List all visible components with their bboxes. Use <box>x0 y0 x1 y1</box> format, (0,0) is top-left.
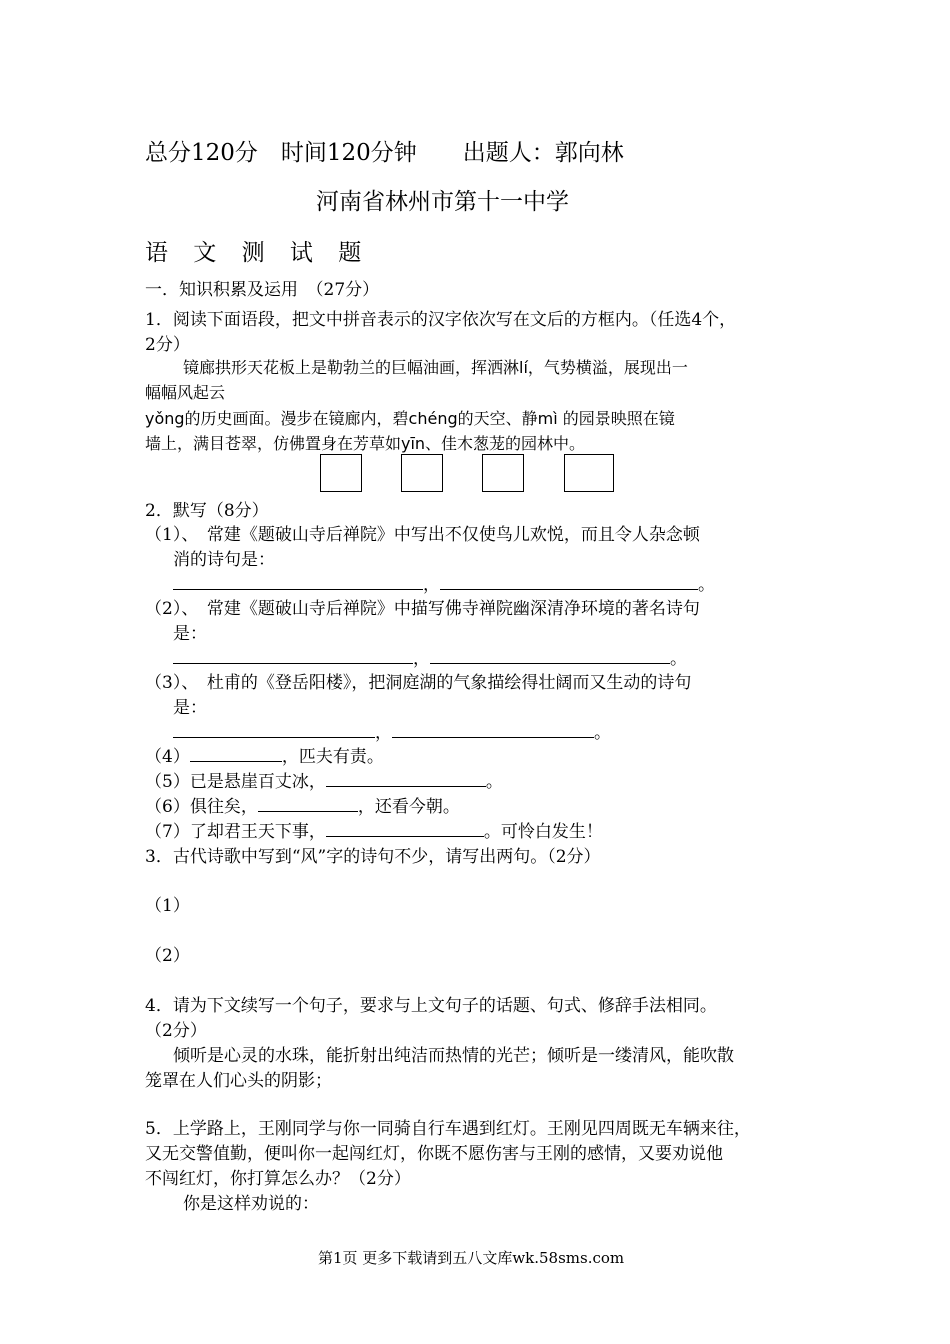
page-footer: 第1页 更多下载请到五八文库wk.58sms.com <box>318 1249 625 1267</box>
answer-box-1[interactable] <box>320 454 362 492</box>
comma: ， <box>413 649 430 669</box>
item-text: （7）了却君王天下事， <box>145 822 326 842</box>
fill-blank[interactable] <box>326 822 484 837</box>
page-title: 语 文 测 试 题 <box>145 240 371 266</box>
q2-item3-answer <box>173 718 611 743</box>
q1-passage-line4: 墙上，满目苍翠，仿佛置身在芳草如yīn、佳木葱茏的园林中。 <box>145 434 586 453</box>
q2-item1-answer <box>173 570 715 595</box>
q2-item2-answer <box>173 644 687 669</box>
q5-prompt-line2: 又无交警值勤，便叫你一起闯红灯，你既不愿伤害与王刚的感情，又要劝说他 <box>145 1144 723 1164</box>
fill-blank[interactable] <box>326 772 486 787</box>
q1-passage-line1: 镜廊拱形天花板上是勒勃兰的巨幅油画，挥洒淋lí，气势横溢，展现出一 <box>183 358 688 377</box>
q2-item6 <box>145 792 460 817</box>
fill-blank[interactable] <box>392 723 594 738</box>
item-text: ，匹夫有责。 <box>281 747 384 767</box>
item-label: （4） <box>145 747 190 767</box>
school-name: 河南省林州市第十一中学 <box>316 189 569 215</box>
q2-item7 <box>145 817 603 842</box>
q2-item3-line1: （3）、 杜甫的《登岳阳楼》，把洞庭湖的气象描绘得壮阔而又生动的诗句 <box>145 673 692 693</box>
item-text: （6）俱往矣， <box>145 797 258 817</box>
item-text: （5）已是悬崖百丈冰， <box>145 772 326 792</box>
period: 。 <box>670 649 687 669</box>
fill-blank[interactable] <box>173 649 413 664</box>
score-time-line: 总分120分 时间120分钟 出题人：郭向林 <box>145 140 624 166</box>
fill-blank[interactable] <box>173 575 423 590</box>
q1-prompt-line2: 2分） <box>145 335 190 355</box>
q3-answer-2-label: （2） <box>145 946 190 966</box>
fill-blank[interactable] <box>258 797 358 812</box>
q2-heading: 2．默写（8分） <box>145 501 269 521</box>
q4-prompt-line1: 4．请为下文续写一个句子，要求与上文句子的话题、句式、修辞手法相同。 <box>145 996 717 1016</box>
period: 。 <box>698 575 715 595</box>
q2-item2-line2: 是： <box>173 624 207 644</box>
q1-passage-line3: yǒng的历史画面。漫步在镜廊内，碧chéng的天空、静mì 的园景映照在镜 <box>145 409 675 428</box>
comma: ， <box>423 575 440 595</box>
fill-blank[interactable] <box>173 723 375 738</box>
q2-item2-line1: （2）、 常建《题破山寺后禅院》中描写佛寺禅院幽深清净环境的著名诗句 <box>145 599 700 619</box>
period: 。 <box>594 723 611 743</box>
q2-item1-line2: 消的诗句是： <box>173 550 275 570</box>
q4-passage-line1: 倾听是心灵的水珠，能折射出纯洁而热情的光芒；倾听是一缕清风，能吹散 <box>173 1046 734 1066</box>
q1-passage-line2: 幅幅风起云 <box>145 383 226 402</box>
item-text: 。可怜白发生！ <box>483 822 603 842</box>
section-heading: 一．知识积累及运用 （27分） <box>145 280 380 300</box>
q2-item5 <box>145 767 503 792</box>
item-text: ，还看今朝。 <box>357 797 460 817</box>
q2-item3-line2: 是： <box>173 698 207 718</box>
answer-box-4[interactable] <box>564 454 614 492</box>
q2-item4 <box>145 742 384 767</box>
fill-blank[interactable] <box>440 575 698 590</box>
q5-prompt-line1: 5．上学路上，王刚同学与你一同骑自行车遇到红灯。王刚见四周既无车辆来往， <box>145 1119 751 1139</box>
fill-blank[interactable] <box>190 747 282 762</box>
fill-blank[interactable] <box>430 649 670 664</box>
item-text: 。 <box>485 772 503 792</box>
comma: ， <box>375 723 392 743</box>
answer-box-3[interactable] <box>482 454 524 492</box>
q1-prompt-line1: 1．阅读下面语段，把文中拼音表示的汉字依次写在文后的方框内。（任选4个， <box>145 310 737 330</box>
q3-answer-1-label: （1） <box>145 896 190 916</box>
q5-prompt-line3: 不闯红灯，你打算怎么办？（2分） <box>145 1169 411 1189</box>
q4-prompt-line2: （2分） <box>145 1021 207 1041</box>
q3-prompt: 3．古代诗歌中写到“风”字的诗句不少，请写出两句。（2分） <box>145 847 601 867</box>
q2-item1-line1: （1）、 常建《题破山寺后禅院》中写出不仅使鸟儿欢悦，而且令人杂念顿 <box>145 525 700 545</box>
answer-box-2[interactable] <box>401 454 443 492</box>
q5-prompt-line4: 你是这样劝说的： <box>183 1194 319 1214</box>
q4-passage-line2: 笼罩在人们心头的阴影； <box>145 1071 332 1091</box>
